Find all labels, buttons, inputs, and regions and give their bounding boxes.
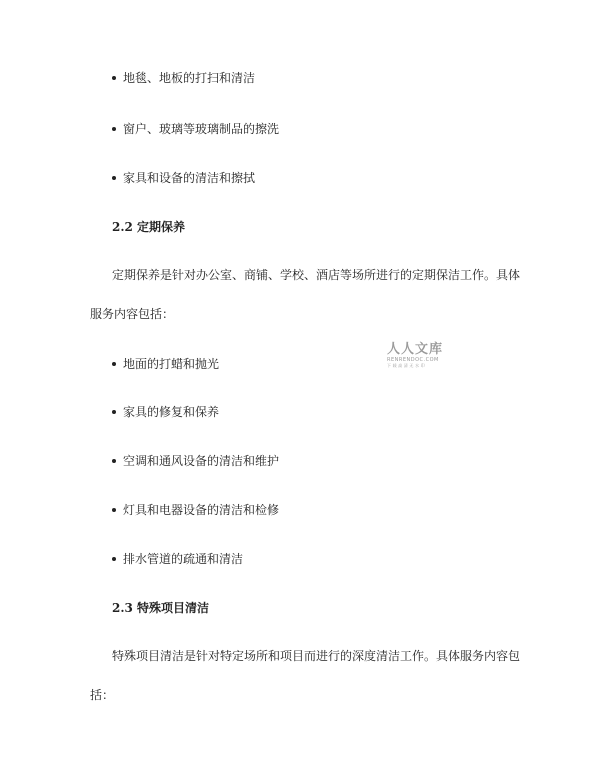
list-item-text: 地毯、地板的打扫和清洁 <box>123 71 256 85</box>
list-item-text: 地面的打蜡和抛光 <box>123 357 220 371</box>
bullet-dot <box>112 508 116 512</box>
paragraph-line: 括： <box>90 688 115 702</box>
list-item-text: 灯具和电器设备的清洁和检修 <box>123 503 280 517</box>
list-item-text: 空调和通风设备的清洁和维护 <box>123 454 280 468</box>
list-item <box>112 70 255 86</box>
list-item-text: 排水管道的疏通和清洁 <box>123 552 244 566</box>
bullet-dot <box>112 362 116 366</box>
bullet-dot <box>112 410 116 414</box>
bullet-dot <box>112 176 116 180</box>
watermark-domain: RENRENDOC.COM <box>387 357 439 363</box>
paragraph-line: 服务内容包括： <box>90 307 175 321</box>
paragraph-line: 定期保养是针对办公室、商铺、学校、酒店等场所进行的定期保洁工作。具体 <box>112 268 521 282</box>
list-item-text: 窗户、玻璃等玻璃制品的擦洗 <box>123 122 280 136</box>
paragraph-line: 特殊项目清洁是针对特定场所和项目而进行的深度清洁工作。具体服务内容包 <box>112 649 521 663</box>
list-item <box>112 170 255 186</box>
watermark-tagline: 下载高清无水印 <box>387 363 427 368</box>
list-item <box>112 502 279 518</box>
list-item <box>112 404 219 420</box>
bullet-dot <box>112 76 116 80</box>
list-item <box>112 453 279 469</box>
section-heading-2-3: 2.3 特殊项目清洁 <box>112 601 210 615</box>
watermark-logo <box>387 343 443 368</box>
bullet-dot <box>112 127 116 131</box>
list-item-text: 家具和设备的清洁和擦拭 <box>123 171 256 185</box>
section-heading-2-2: 2.2 定期保养 <box>112 220 186 234</box>
bullet-dot <box>112 557 116 561</box>
list-item <box>112 121 279 137</box>
watermark-title: 人人文库 <box>387 342 444 357</box>
bullet-dot <box>112 459 116 463</box>
list-item <box>112 551 243 567</box>
list-item <box>112 356 219 372</box>
list-item-text: 家具的修复和保养 <box>123 405 220 419</box>
